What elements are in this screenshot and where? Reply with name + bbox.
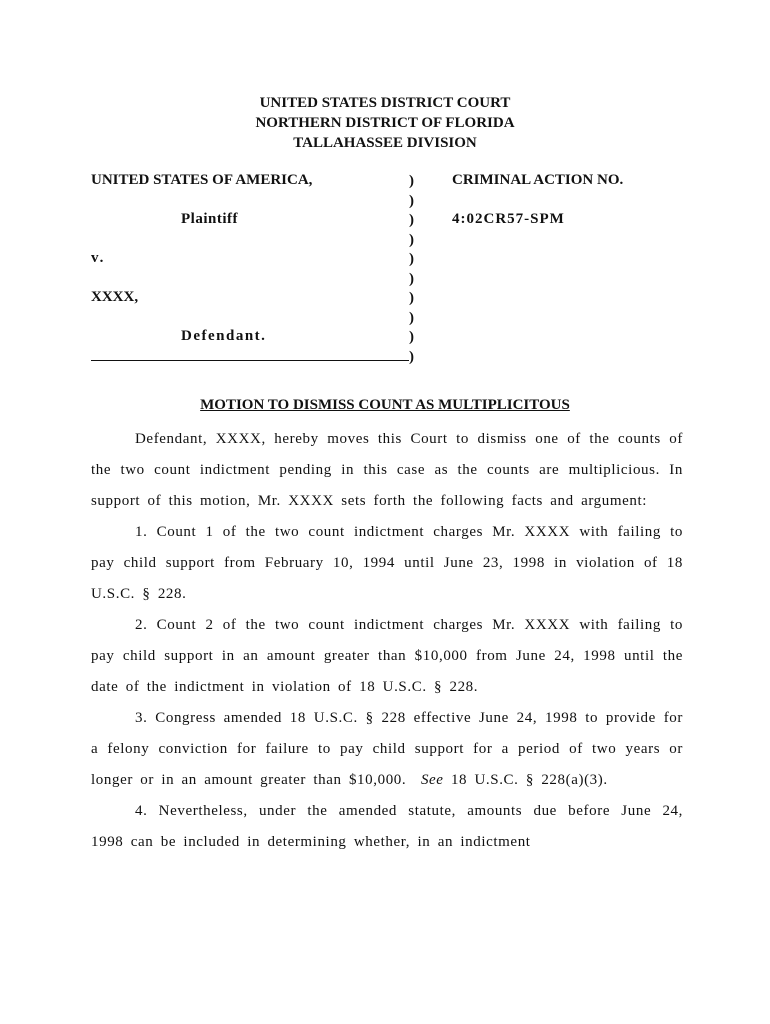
- caption-paren: ): [409, 270, 414, 287]
- court-header: [0, 93, 770, 153]
- citation-signal: See: [420, 772, 444, 788]
- caption-paren: ): [409, 329, 414, 345]
- criminal-action-label: CRIMINAL ACTION NO.: [452, 172, 624, 188]
- plaintiff-name: UNITED STATES OF AMERICA,: [91, 172, 313, 188]
- caption-paren: ): [409, 348, 414, 365]
- caption-paren: ): [409, 173, 414, 189]
- motion-body: [91, 424, 683, 858]
- caption-paren: ): [409, 309, 414, 326]
- intro-paragraph: Defendant, XXXX, hereby moves this Court to dismiss one of the counts of the two count indictment pending in this case as the counts are multiplicious. In support of this motion, Mr. XXXX sets forth the following facts and argument:: [91, 431, 683, 509]
- court-name: UNITED STATES DISTRICT COURT: [259, 95, 511, 111]
- caption-paren: ): [409, 251, 414, 267]
- paragraph-2: 2. Count 2 of the two count indictment charges Mr. XXXX with failing to pay child support in an amount greater than $10,000 from June 24, 1998 until the date of the indictment in violation of 18 U.S.C. § 228.: [91, 617, 683, 695]
- versus-label: v.: [91, 250, 106, 266]
- plaintiff-role: Plaintiff: [181, 211, 238, 227]
- case-number: 4:02CR57-SPM: [452, 211, 565, 227]
- paragraph-1: 1. Count 1 of the two count indictment charges Mr. XXXX with failing to pay child support from February 10, 1994 until June 23, 1998 in violation of 18 U.S.C. § 228.: [91, 524, 683, 602]
- motion-title: MOTION TO DISMISS COUNT AS MULTIPLICITOUS: [200, 397, 570, 413]
- paragraph-3: [91, 703, 683, 796]
- citation: 18 U.S.C. § 228(a)(3).: [450, 772, 608, 788]
- caption-paren: ): [409, 192, 414, 209]
- defendant-name: XXXX,: [91, 289, 139, 305]
- court-district: NORTHERN DISTRICT OF FLORIDA: [255, 115, 515, 131]
- caption-underline: [91, 360, 409, 361]
- caption-paren: ): [409, 290, 414, 306]
- paragraph-4: 4. Nevertheless, under the amended statute, amounts due before June 24, 1998 can be included in determining whether, in an indictment: [91, 803, 683, 850]
- caption-paren: ): [409, 212, 414, 228]
- paragraph-3-text: 3. Congress amended 18 U.S.C. § 228 effective June 24, 1998 to provide for a felony conviction for failure to pay child support for a period of two years or longer or in an amount greater than $10,000.: [91, 710, 683, 788]
- court-division: TALLAHASSEE DIVISION: [293, 135, 477, 151]
- defendant-role: Defendant.: [181, 328, 267, 344]
- caption-parentheses: [409, 172, 421, 367]
- caption-paren: ): [409, 231, 414, 248]
